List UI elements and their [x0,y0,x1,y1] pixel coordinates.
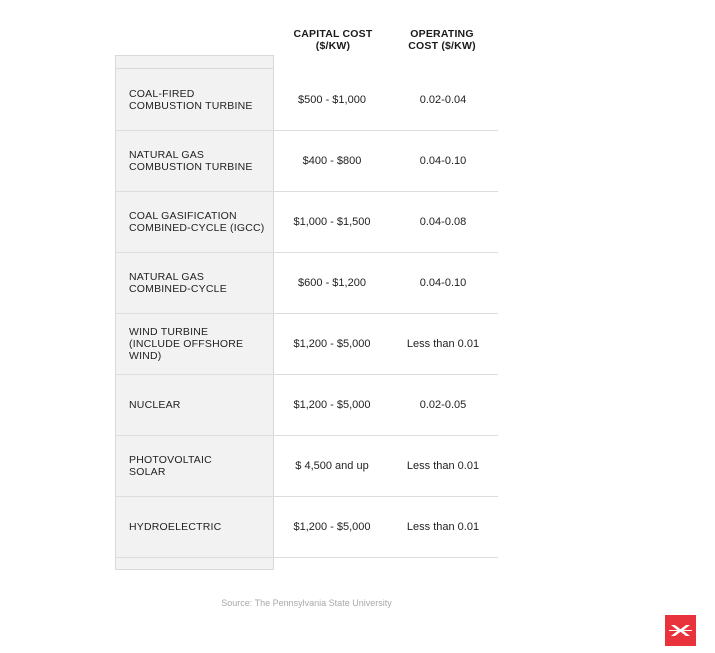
operating-cost-header: OPERATING COST ($/KW) [408,28,476,52]
capital-cost-header: CAPITAL COST ($/KW) [293,28,373,52]
operating-cost-cell: 0.02-0.04 [419,93,467,106]
row-label: NUCLEAR [129,398,181,411]
table-row [115,435,498,496]
brand-logo-mark [665,615,696,646]
table-row [115,313,498,374]
operating-cost-cell: Less than 0.01 [406,520,480,533]
capital-cost-cell: $ 4,500 and up [295,459,369,472]
capital-cost-cell: $1,200 - $5,000 [293,337,371,350]
table-row [115,69,498,130]
brand-logo-icon [665,615,696,646]
row-label: COAL-FIRED COMBUSTION TURBINE [129,87,253,112]
table-row [115,130,498,191]
row-label: COAL GASIFICATION COMBINED-CYCLE (IGCC) [129,209,265,234]
capital-cost-cell: $1,200 - $5,000 [293,520,371,533]
row-label: NATURAL GAS COMBINED-CYCLE [129,270,227,295]
table-row [115,374,498,435]
table-row [115,252,498,313]
row-label: WIND TURBINE (INCLUDE OFFSHORE WIND) [129,325,244,362]
capital-cost-cell: $1,000 - $1,500 [293,215,371,228]
operating-cost-cell: 0.02-0.05 [419,398,467,411]
row-label: PHOTOVOLTAIC SOLAR [129,453,212,478]
row-label: NATURAL GAS COMBUSTION TURBINE [129,148,253,173]
operating-cost-cell: 0.04-0.10 [419,276,467,289]
capital-cost-cell: $500 - $1,000 [298,93,366,106]
capital-cost-cell: $1,200 - $5,000 [293,398,371,411]
operating-cost-cell: 0.04-0.10 [419,154,467,167]
operating-cost-cell: Less than 0.01 [406,459,480,472]
source-caption: Source: The Pennsylvania State University [221,598,392,608]
row-divider [115,557,498,558]
operating-cost-cell: Less than 0.01 [406,337,480,350]
table-row [115,191,498,252]
operating-cost-cell: 0.04-0.08 [419,215,467,228]
row-label: HYDROELECTRIC [129,520,222,533]
capital-cost-cell: $400 - $800 [302,154,362,167]
table-top-strip [115,55,274,69]
table-row [115,496,498,557]
capital-cost-cell: $600 - $1,200 [298,276,366,289]
cost-table [115,55,498,570]
